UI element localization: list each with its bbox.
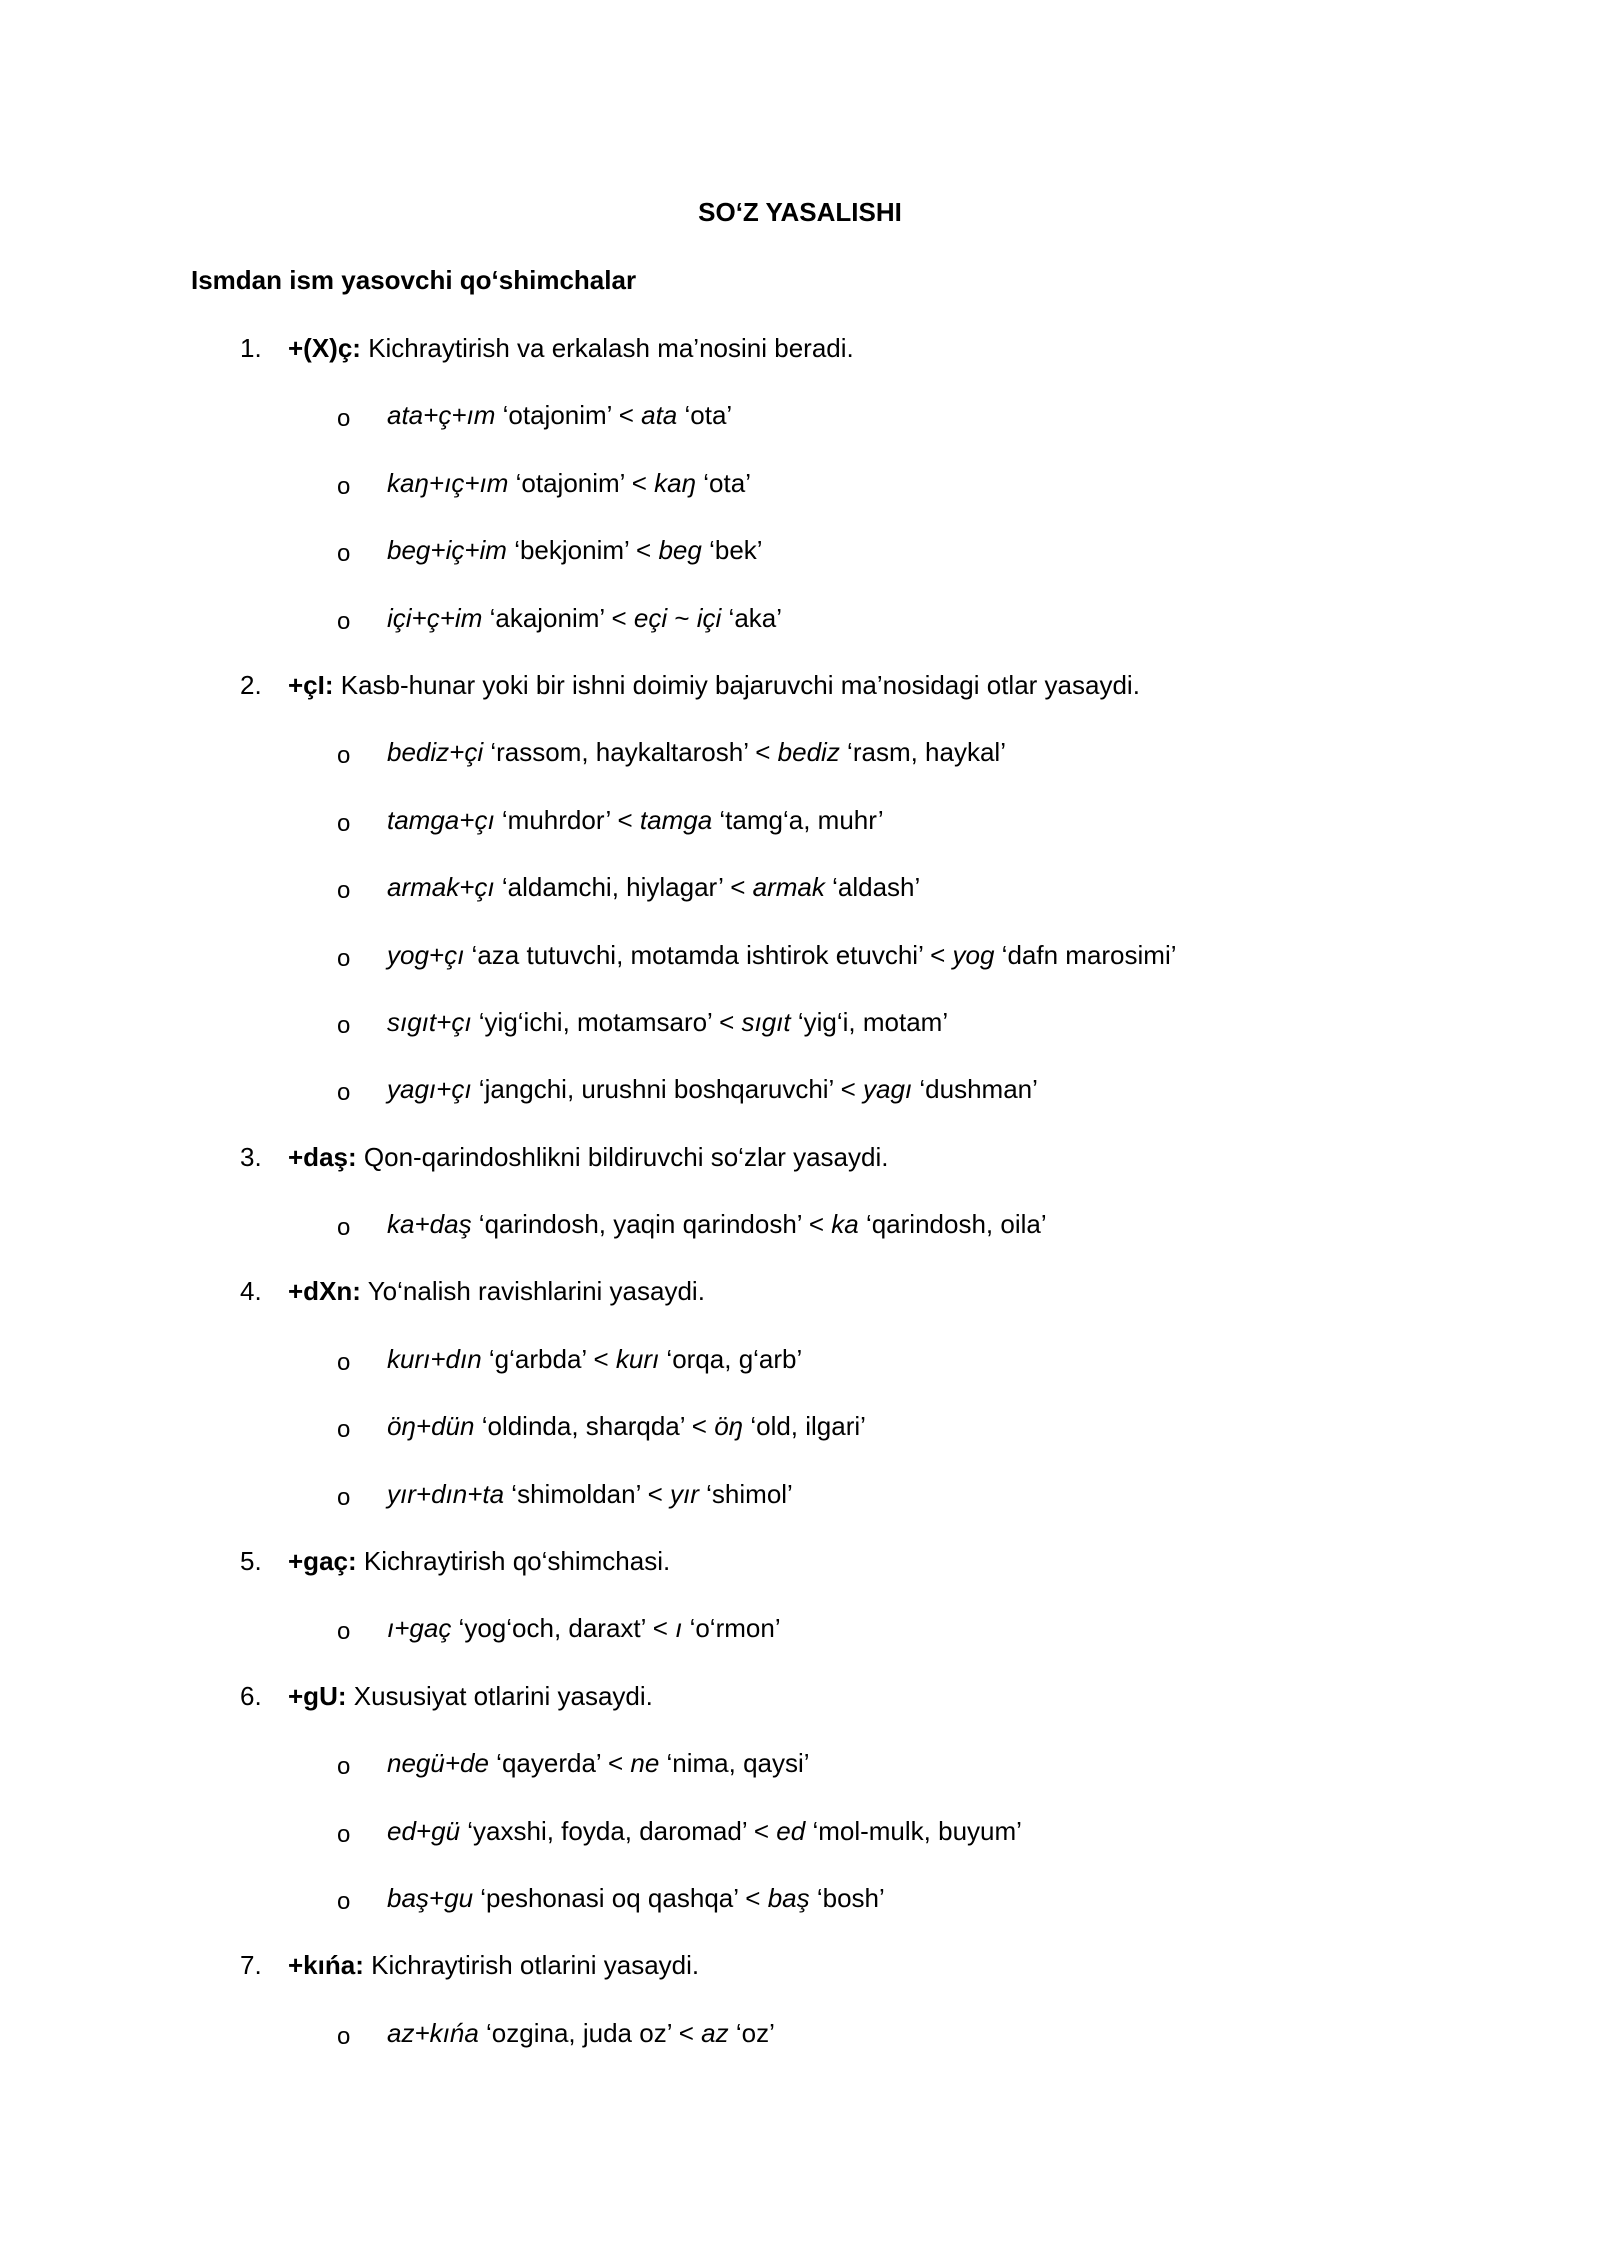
list-item [0, 1273, 1600, 1340]
bullet-icon: o [337, 1214, 351, 1242]
suffix-label: +daş: [288, 1141, 357, 1172]
example-text [387, 1341, 802, 1377]
derived-word: yagı+çı [387, 1074, 472, 1105]
suffix-description: Yo‘nalish ravishlarini yasaydi. [360, 1276, 705, 1307]
bullet-icon: o [337, 2022, 351, 2050]
example-item [0, 869, 1600, 936]
list-item [0, 667, 1600, 734]
derived-word: içi+ç+im [387, 602, 483, 633]
source-word: yır [670, 1478, 699, 1509]
example-text [387, 937, 1177, 973]
source-word: bediz [777, 737, 840, 768]
source-meaning-variant: ‘aka’ [721, 602, 783, 633]
source-word: kurı [615, 1343, 660, 1374]
word-gloss: ‘qarindosh, yaqin qarindosh’ < [471, 1209, 832, 1240]
example-text [387, 1408, 866, 1444]
derived-word: sıgıt+çı [387, 1006, 472, 1037]
source-word: ata [641, 400, 678, 431]
example-text [387, 734, 1006, 770]
source-meaning: ‘ota’ [677, 400, 733, 431]
suffix-label: +gU: [288, 1680, 347, 1711]
source-word: ed [776, 1815, 806, 1846]
derived-word: yog+çı [387, 939, 465, 970]
list-item [0, 330, 1600, 397]
item-number: 5. [240, 1546, 262, 1577]
bullet-icon: o [337, 809, 351, 837]
example-text [387, 1880, 885, 1916]
derived-word: öŋ+dün [387, 1411, 475, 1442]
example-item [0, 532, 1600, 599]
derived-word: ata+ç+ım [387, 400, 496, 431]
suffix-label: +(X)ç: [288, 333, 361, 363]
bullet-icon: o [337, 607, 351, 635]
source-meaning: ‘bek’ [701, 535, 763, 566]
bullet-icon: o [337, 742, 351, 770]
example-item [0, 1071, 1600, 1138]
source-meaning: ‘shimol’ [698, 1478, 793, 1509]
source-word-variant: içi [696, 602, 722, 633]
derived-word: kaŋ+ıç+ım [387, 467, 509, 498]
example-text [387, 397, 732, 433]
item-number: 1. [240, 333, 262, 363]
suffix-description: Kichraytirish qo‘shimchasi. [356, 1546, 671, 1577]
word-gloss: ‘bekjonim’ < [506, 535, 659, 566]
example-text [387, 1071, 1038, 1107]
suffix-description: Kasb-hunar yoki bir ishni doimiy bajaruvchi ma’nosidagi otlar yasaydi. [333, 669, 1140, 700]
example-item [0, 1206, 1600, 1273]
example-text [387, 2015, 775, 2051]
bullet-icon: o [337, 405, 351, 433]
list-item [0, 1139, 1600, 1206]
example-item [0, 465, 1600, 532]
example-text [387, 802, 884, 838]
item-text [288, 1947, 699, 1983]
source-meaning: ‘old, ilgari’ [743, 1411, 866, 1442]
source-meaning: ‘dushman’ [912, 1074, 1038, 1105]
example-text [387, 1206, 1047, 1242]
example-item [0, 734, 1600, 801]
word-gloss: ‘otajonim’ < [495, 400, 642, 431]
source-word: tamga [639, 804, 713, 835]
bullet-icon: o [337, 1753, 351, 1781]
example-text [387, 869, 920, 905]
suffix-description: Xususiyat otlarini yasaydi. [346, 1680, 653, 1711]
item-number: 6. [240, 1680, 262, 1711]
source-word: baş [767, 1882, 810, 1913]
derived-word: bediz+çi [387, 737, 484, 768]
example-item [0, 1408, 1600, 1475]
example-text [387, 600, 782, 636]
suffix-label: +gaç: [288, 1546, 357, 1577]
example-text [387, 532, 763, 568]
source-meaning: ~ [667, 602, 697, 633]
source-meaning: ‘yig‘i, motam’ [790, 1006, 949, 1037]
suffix-label: +çI: [288, 669, 334, 700]
source-meaning: ‘aldash’ [824, 872, 921, 903]
word-gloss: ‘yog‘och, daraxt’ < [451, 1613, 676, 1644]
word-gloss: ‘peshonasi oq qashqa’ < [473, 1882, 768, 1913]
word-gloss: ‘aza tutuvchi, motamda ishtirok etuvchi’ < [464, 939, 953, 970]
source-meaning: ‘dafn marosimi’ [994, 939, 1177, 970]
source-meaning: ‘oz’ [728, 2017, 775, 2048]
list-item [0, 1678, 1600, 1745]
word-gloss: ‘shimoldan’ < [504, 1478, 671, 1509]
example-text [387, 1476, 793, 1512]
source-word: armak [752, 872, 825, 903]
source-word: ı [675, 1613, 683, 1644]
word-gloss: ‘rassom, haykaltarosh’ < [483, 737, 778, 768]
word-gloss: ‘oldinda, sharqda’ < [474, 1411, 715, 1442]
suffix-description: Qon-qarindoshlikni bildiruvchi so‘zlar yasaydi. [356, 1141, 889, 1172]
example-item [0, 1880, 1600, 1947]
derived-word: negü+de [387, 1748, 489, 1779]
bullet-icon: o [337, 1011, 351, 1039]
example-text [387, 1745, 810, 1781]
suffix-label: +dXn: [288, 1276, 361, 1307]
source-word: öŋ [714, 1411, 744, 1442]
example-text [387, 1813, 1022, 1849]
source-meaning: ‘nima, qaysi’ [659, 1748, 810, 1779]
section-heading: Ismdan ism yasovchi qo‘shimchalar [191, 265, 637, 295]
example-item [0, 1745, 1600, 1812]
suffix-description: Kichraytirish va erkalash ma’nosini beradi. [360, 333, 854, 363]
bullet-icon: o [337, 1483, 351, 1511]
derived-word: kurı+dın [387, 1343, 482, 1374]
bullet-icon: o [337, 1079, 351, 1107]
word-gloss: ‘jangchi, urushni boshqaruvchi’ < [471, 1074, 863, 1105]
word-gloss: ‘g‘arbda’ < [481, 1343, 616, 1374]
source-word: yagı [863, 1074, 913, 1105]
item-number: 3. [240, 1141, 262, 1172]
example-item [0, 600, 1600, 667]
source-word: kaŋ [654, 467, 697, 498]
item-text [288, 330, 854, 366]
source-meaning: ‘mol-mulk, buyum’ [805, 1815, 1022, 1846]
example-item [0, 1341, 1600, 1408]
source-meaning: ‘bosh’ [809, 1882, 885, 1913]
suffix-label: +kıńa: [288, 1950, 364, 1981]
item-text [288, 667, 1140, 703]
source-word: az [701, 2017, 729, 2048]
word-gloss: ‘muhrdor’ < [494, 804, 640, 835]
source-word: yog [952, 939, 995, 970]
suffix-list [0, 330, 1600, 2082]
list-item [0, 1543, 1600, 1610]
word-gloss: ‘qayerda’ < [488, 1748, 631, 1779]
example-text [387, 1004, 948, 1040]
example-text [387, 1610, 781, 1646]
list-item [0, 1947, 1600, 2014]
example-item [0, 397, 1600, 464]
word-gloss: ‘otajonim’ < [508, 467, 655, 498]
item-number: 4. [240, 1276, 262, 1307]
source-word: ka [831, 1209, 859, 1240]
item-text [288, 1543, 670, 1579]
suffix-description: Kichraytirish otlarini yasaydi. [363, 1950, 700, 1981]
source-meaning: ‘qarindosh, oila’ [858, 1209, 1047, 1240]
bullet-icon: o [337, 472, 351, 500]
example-item [0, 1004, 1600, 1071]
item-text [288, 1139, 888, 1175]
word-gloss: ‘yig‘ichi, motamsaro’ < [471, 1006, 742, 1037]
page-title: SO‘Z YASALISHI [698, 197, 902, 227]
word-gloss: ‘aldamchi, hiylagar’ < [494, 872, 753, 903]
derived-word: tamga+çı [387, 804, 495, 835]
derived-word: beg+iç+im [387, 535, 507, 566]
bullet-icon: o [337, 540, 351, 568]
derived-word: az+kıńa [387, 2017, 479, 2048]
source-meaning: ‘orqa, g‘arb’ [659, 1343, 803, 1374]
word-gloss: ‘akajonim’ < [482, 602, 634, 633]
example-item [0, 1813, 1600, 1880]
example-item [0, 802, 1600, 869]
source-meaning: ‘rasm, haykal’ [839, 737, 1006, 768]
item-text [288, 1273, 705, 1309]
derived-word: baş+gu [387, 1882, 474, 1913]
source-meaning: ‘ota’ [696, 467, 751, 498]
word-gloss: ‘ozgina, juda oz’ < [478, 2017, 702, 2048]
bullet-icon: o [337, 1416, 351, 1444]
item-text [288, 1678, 653, 1714]
bullet-icon: o [337, 1618, 351, 1646]
source-meaning: ‘tamg‘a, muhr’ [712, 804, 884, 835]
example-item [0, 2015, 1600, 2082]
derived-word: ed+gü [387, 1815, 461, 1846]
source-word: ne [630, 1748, 660, 1779]
bullet-icon: o [337, 1887, 351, 1915]
item-number: 2. [240, 669, 262, 700]
source-meaning: ‘o‘rmon’ [682, 1613, 781, 1644]
example-text [387, 465, 751, 501]
bullet-icon: o [337, 944, 351, 972]
derived-word: yır+dın+ta [387, 1478, 505, 1509]
source-word: sıgıt [741, 1006, 791, 1037]
source-word: beg [658, 535, 702, 566]
derived-word: armak+çı [387, 872, 495, 903]
example-item [0, 1610, 1600, 1677]
bullet-icon: o [337, 877, 351, 905]
derived-word: ka+daş [387, 1209, 472, 1240]
example-item [0, 937, 1600, 1004]
bullet-icon: o [337, 1348, 351, 1376]
source-word: eçi [633, 602, 668, 633]
word-gloss: ‘yaxshi, foyda, daromad’ < [460, 1815, 777, 1846]
bullet-icon: o [337, 1820, 351, 1848]
item-number: 7. [240, 1950, 262, 1981]
derived-word: ı+gaç [387, 1613, 452, 1644]
example-item [0, 1476, 1600, 1543]
